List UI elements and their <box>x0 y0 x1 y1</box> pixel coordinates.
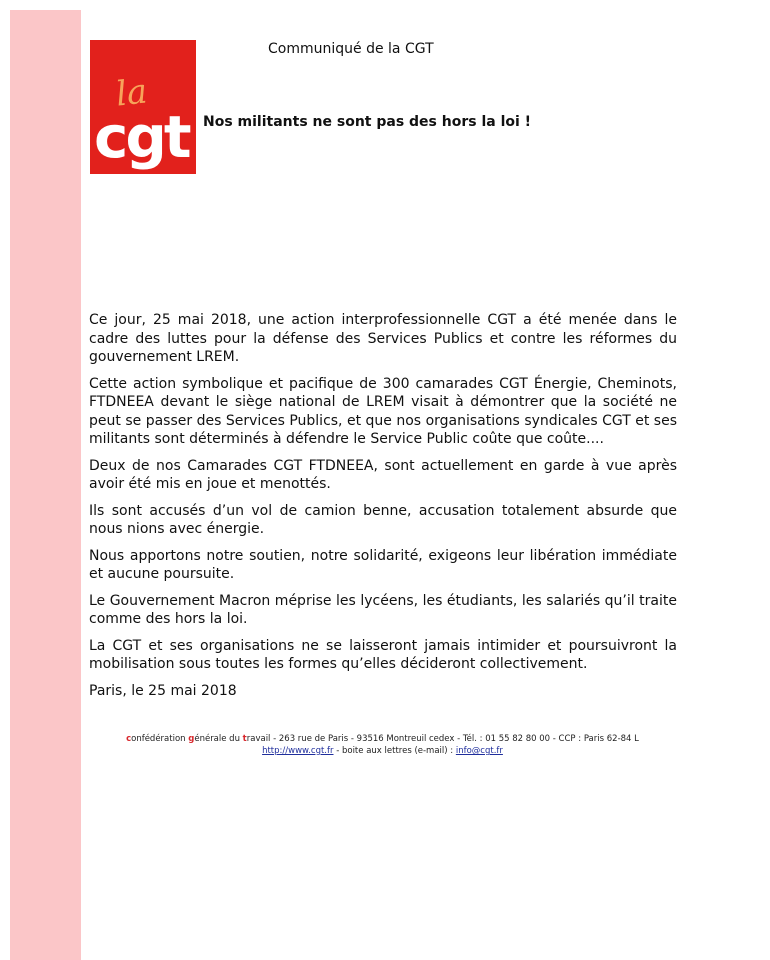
communique-title: Communiqué de la CGT <box>268 41 434 57</box>
paragraph: La CGT et ses organisations ne se laisseront jamais intimider et poursuivront la mobilisation sous toutes les formes qu’elles décideront collectivement. <box>89 637 677 672</box>
side-band <box>10 10 81 960</box>
footer-word1: onfédération <box>131 734 189 744</box>
paragraph: Deux de nos Camarades CGT FTDNEEA, sont actuellement en garde à vue après avoir été mis en joue et menottés. <box>89 457 677 492</box>
paragraph: Nous apportons notre soutien, notre solidarité, exigeons leur libération immédiate et aucune poursuite. <box>89 547 677 582</box>
paragraph: Ils sont accusés d’un vol de camion benne, accusation totalement absurde que nous nions avec énergie. <box>89 502 677 537</box>
footer-initial-c: c <box>126 734 132 744</box>
footer-initial-g: g <box>188 734 195 744</box>
email-link[interactable]: info@cgt.fr <box>455 746 503 756</box>
footer-word2: énérale du <box>194 734 243 744</box>
footer-address: ravail - 263 rue de Paris - 93516 Montreuil cedex - Tél. : 01 55 82 80 00 - CCP : Paris 62-84 L <box>246 734 639 744</box>
footer-contact-line <box>100 745 665 757</box>
body-text <box>89 311 677 708</box>
paragraph: Cette action symbolique et pacifique de 300 camarades CGT Énergie, Cheminots, FTDNEEA devant le siège national de LREM visait à démontrer que la société ne peut se passer des Services Publics, et que nos organisations syndicales CGT et ses militants sont déterminés à défendre le Service Public coûte que coûte.... <box>89 375 677 447</box>
paragraph: Le Gouvernement Macron méprise les lycéens, les étudiants, les salariés qu’il traite comme des hors la loi. <box>89 592 677 627</box>
footer-address-line <box>100 733 665 745</box>
website-link[interactable]: http://www.cgt.fr <box>262 746 334 756</box>
paragraph: Ce jour, 25 mai 2018, une action interprofessionnelle CGT a été menée dans le cadre des luttes pour la défense des Services Publics et contre les réformes du gouvernement LREM. <box>89 312 677 365</box>
footer-initial-t: t <box>242 734 247 744</box>
footer <box>100 733 665 757</box>
cgt-logo <box>90 40 196 174</box>
logo-cgt-text: cgt <box>94 103 189 171</box>
logo-la-text: la <box>113 71 150 115</box>
headline: Nos militants ne sont pas des hors la loi ! <box>203 114 532 130</box>
signature: Paris, le 25 mai 2018 <box>89 682 237 699</box>
footer-mailbox-text: - boite aux lettres (e-mail) : <box>333 746 456 756</box>
